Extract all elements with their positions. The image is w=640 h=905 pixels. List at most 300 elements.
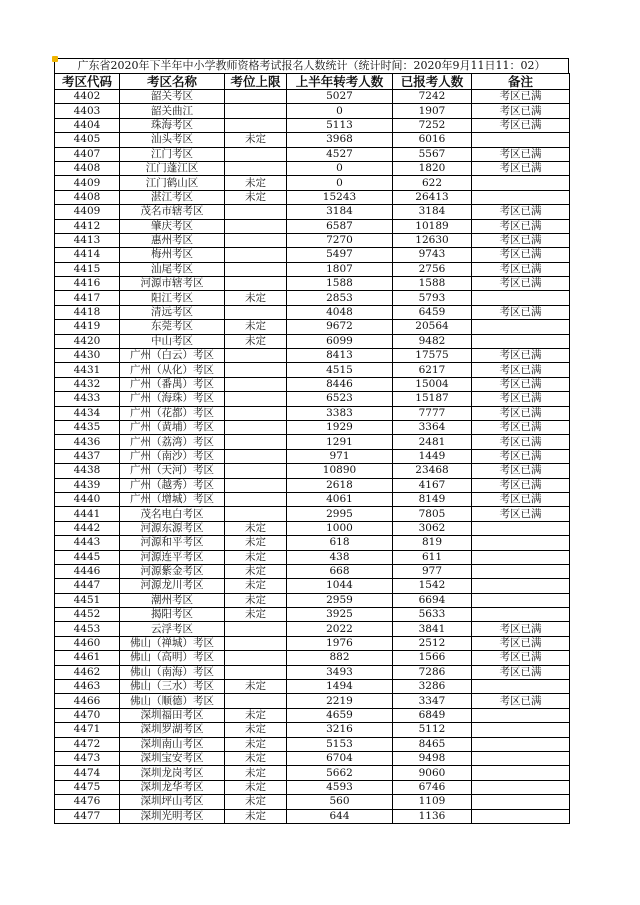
cell-registered-count: 1449 [393, 449, 472, 463]
cell-transfer-count: 5027 [287, 90, 393, 104]
cell-seat-limit: 未定 [225, 780, 287, 794]
table-row [55, 406, 570, 420]
cell-district-code: 4443 [55, 536, 120, 550]
cell-seat-limit: 未定 [225, 809, 287, 823]
cell-registered-count: 1820 [393, 161, 472, 175]
sheet-title: 广东省2020年下半年中小学教师资格考试报名人数统计（统计时间：2020年9月11日11：02） [77, 59, 546, 72]
cell-district-name: 东莞考区 [120, 320, 225, 334]
cell-district-name: 广州（越秀）考区 [120, 478, 225, 492]
sheet-title-row [54, 58, 569, 73]
cell-transfer-count: 0 [287, 161, 393, 175]
cell-district-name: 云浮考区 [120, 622, 225, 636]
cell-transfer-count: 1929 [287, 420, 393, 434]
cell-seat-limit [225, 305, 287, 319]
cell-transfer-count: 3493 [287, 665, 393, 679]
cell-district-name: 茂名市辖考区 [120, 205, 225, 219]
table-row [55, 133, 570, 147]
cell-district-name: 梅州考区 [120, 248, 225, 262]
cell-transfer-count: 6099 [287, 334, 393, 348]
table-row [55, 536, 570, 550]
cell-seat-limit: 未定 [225, 550, 287, 564]
cell-transfer-count: 4527 [287, 147, 393, 161]
table-row [55, 795, 570, 809]
cell-remarks [472, 795, 570, 809]
cell-seat-limit [225, 449, 287, 463]
cell-remarks: 考区已满 [472, 161, 570, 175]
cell-district-code: 4445 [55, 550, 120, 564]
cell-district-name: 广州（从化）考区 [120, 363, 225, 377]
cell-district-code: 4461 [55, 651, 120, 665]
table-row [55, 363, 570, 377]
cell-remarks: 考区已满 [472, 694, 570, 708]
cell-registered-count: 23468 [393, 464, 472, 478]
cell-seat-limit [225, 104, 287, 118]
cell-district-code: 4409 [55, 205, 120, 219]
cell-district-name: 茂名电白考区 [120, 507, 225, 521]
cell-seat-limit: 未定 [225, 176, 287, 190]
cell-district-name: 河源连平考区 [120, 550, 225, 564]
cell-seat-limit: 未定 [225, 579, 287, 593]
cell-seat-limit [225, 622, 287, 636]
cell-seat-limit [225, 464, 287, 478]
cell-district-code: 4435 [55, 420, 120, 434]
table-row [55, 305, 570, 319]
cell-remarks [472, 521, 570, 535]
cell-seat-limit [225, 665, 287, 679]
cell-district-name: 河源和平考区 [120, 536, 225, 550]
header-transfer-count: 上半年转考人数 [287, 74, 393, 90]
cell-registered-count: 8149 [393, 492, 472, 506]
cell-district-code: 4408 [55, 190, 120, 204]
cell-transfer-count: 971 [287, 449, 393, 463]
cell-district-name: 韶关曲江 [120, 104, 225, 118]
table-row [55, 205, 570, 219]
cell-seat-limit: 未定 [225, 737, 287, 751]
cell-registered-count: 3062 [393, 521, 472, 535]
cell-district-code: 4430 [55, 349, 120, 363]
cell-transfer-count: 1588 [287, 277, 393, 291]
cell-registered-count: 9498 [393, 751, 472, 765]
cell-seat-limit [225, 377, 287, 391]
cell-transfer-count: 2995 [287, 507, 393, 521]
cell-district-code: 4453 [55, 622, 120, 636]
cell-remarks [472, 723, 570, 737]
cell-district-code: 4405 [55, 133, 120, 147]
cell-district-name: 河源东源考区 [120, 521, 225, 535]
table-row [55, 665, 570, 679]
cell-registered-count: 3184 [393, 205, 472, 219]
cell-transfer-count: 4048 [287, 305, 393, 319]
cell-district-code: 4419 [55, 320, 120, 334]
cell-remarks [472, 564, 570, 578]
table-row [55, 233, 570, 247]
cell-district-name: 河源龙川考区 [120, 579, 225, 593]
cell-district-code: 4441 [55, 507, 120, 521]
cell-district-name: 广州（花都）考区 [120, 406, 225, 420]
cell-registered-count: 3364 [393, 420, 472, 434]
cell-district-code: 4402 [55, 90, 120, 104]
cell-district-code: 4451 [55, 593, 120, 607]
cell-transfer-count: 8413 [287, 349, 393, 363]
cell-seat-limit [225, 277, 287, 291]
cell-seat-limit [225, 492, 287, 506]
cell-district-code: 4474 [55, 766, 120, 780]
table-row [55, 492, 570, 506]
cell-transfer-count: 8446 [287, 377, 393, 391]
cell-transfer-count: 668 [287, 564, 393, 578]
header-remarks: 备注 [472, 74, 570, 90]
cell-seat-limit: 未定 [225, 536, 287, 550]
cell-district-code: 4436 [55, 435, 120, 449]
cell-registered-count: 6694 [393, 593, 472, 607]
cell-registered-count: 6217 [393, 363, 472, 377]
cell-remarks [472, 550, 570, 564]
header-registered-count: 已报考人数 [393, 74, 472, 90]
cell-transfer-count: 5113 [287, 118, 393, 132]
cell-district-name: 河源市辖考区 [120, 277, 225, 291]
cell-transfer-count: 2853 [287, 291, 393, 305]
cell-district-name: 清远考区 [120, 305, 225, 319]
cell-district-name: 潮州考区 [120, 593, 225, 607]
cell-registered-count: 1136 [393, 809, 472, 823]
table-row [55, 449, 570, 463]
cell-district-name: 深圳坪山考区 [120, 795, 225, 809]
cell-district-code: 4433 [55, 392, 120, 406]
cell-district-code: 4432 [55, 377, 120, 391]
cell-transfer-count: 4593 [287, 780, 393, 794]
table-row [55, 550, 570, 564]
cell-district-name: 江门考区 [120, 147, 225, 161]
cell-registered-count: 3347 [393, 694, 472, 708]
cell-seat-limit: 未定 [225, 521, 287, 535]
cell-transfer-count: 10890 [287, 464, 393, 478]
table-row [55, 190, 570, 204]
cell-seat-limit [225, 406, 287, 420]
cell-district-code: 4463 [55, 680, 120, 694]
cell-district-code: 4413 [55, 233, 120, 247]
cell-registered-count: 5793 [393, 291, 472, 305]
table-row [55, 377, 570, 391]
cell-registered-count: 622 [393, 176, 472, 190]
cell-remarks: 考区已满 [472, 248, 570, 262]
cell-district-name: 肇庆考区 [120, 219, 225, 233]
table-row [55, 147, 570, 161]
cell-seat-limit [225, 392, 287, 406]
table-row [55, 521, 570, 535]
cell-remarks [472, 536, 570, 550]
cell-district-name: 深圳福田考区 [120, 708, 225, 722]
cell-seat-limit [225, 507, 287, 521]
cell-district-code: 4473 [55, 751, 120, 765]
table-row [55, 564, 570, 578]
cell-registered-count: 8465 [393, 737, 472, 751]
cell-remarks: 考区已满 [472, 349, 570, 363]
table-row [55, 723, 570, 737]
cell-transfer-count: 0 [287, 176, 393, 190]
cell-transfer-count: 1291 [287, 435, 393, 449]
cell-registered-count: 17575 [393, 349, 472, 363]
cell-seat-limit: 未定 [225, 751, 287, 765]
table-row [55, 636, 570, 650]
cell-registered-count: 1566 [393, 651, 472, 665]
cell-seat-limit [225, 651, 287, 665]
cell-seat-limit: 未定 [225, 334, 287, 348]
cell-remarks: 考区已满 [472, 420, 570, 434]
cell-district-code: 4475 [55, 780, 120, 794]
cell-district-code: 4431 [55, 363, 120, 377]
cell-seat-limit: 未定 [225, 680, 287, 694]
cell-transfer-count: 6523 [287, 392, 393, 406]
cell-registered-count: 10189 [393, 219, 472, 233]
cell-district-code: 4407 [55, 147, 120, 161]
table-row [55, 262, 570, 276]
cell-transfer-count: 5153 [287, 737, 393, 751]
cell-registered-count: 611 [393, 550, 472, 564]
cell-transfer-count: 6587 [287, 219, 393, 233]
table-row [55, 435, 570, 449]
cell-district-code: 4409 [55, 176, 120, 190]
cell-remarks [472, 291, 570, 305]
cell-district-code: 4412 [55, 219, 120, 233]
table-row [55, 248, 570, 262]
cell-district-name: 广州（增城）考区 [120, 492, 225, 506]
cell-transfer-count: 644 [287, 809, 393, 823]
cell-registered-count: 15187 [393, 392, 472, 406]
header-row [55, 74, 570, 90]
cell-district-code: 4447 [55, 579, 120, 593]
cell-registered-count: 5112 [393, 723, 472, 737]
cell-remarks: 考区已满 [472, 305, 570, 319]
cell-remarks: 考区已满 [472, 406, 570, 420]
table-row [55, 478, 570, 492]
cell-district-name: 佛山（高明）考区 [120, 651, 225, 665]
cell-registered-count: 6746 [393, 780, 472, 794]
cell-transfer-count: 3968 [287, 133, 393, 147]
cell-seat-limit [225, 205, 287, 219]
cell-seat-limit [225, 118, 287, 132]
cell-registered-count: 7286 [393, 665, 472, 679]
cell-transfer-count: 7270 [287, 233, 393, 247]
cell-district-code: 4472 [55, 737, 120, 751]
table-row [55, 219, 570, 233]
cell-remarks [472, 809, 570, 823]
cell-registered-count: 1542 [393, 579, 472, 593]
cell-registered-count: 9060 [393, 766, 472, 780]
cell-registered-count: 7777 [393, 406, 472, 420]
table-row [55, 176, 570, 190]
cell-registered-count: 1109 [393, 795, 472, 809]
cell-seat-limit: 未定 [225, 766, 287, 780]
cell-seat-limit: 未定 [225, 291, 287, 305]
cell-district-code: 4420 [55, 334, 120, 348]
cell-seat-limit: 未定 [225, 133, 287, 147]
cell-transfer-count: 3184 [287, 205, 393, 219]
cell-remarks [472, 737, 570, 751]
cell-district-code: 4416 [55, 277, 120, 291]
table-row [55, 334, 570, 348]
cell-seat-limit [225, 262, 287, 276]
cell-transfer-count: 2959 [287, 593, 393, 607]
cell-remarks: 考区已满 [472, 507, 570, 521]
header-seat-limit: 考位上限 [225, 74, 287, 90]
table-row [55, 780, 570, 794]
cell-remarks: 考区已满 [472, 492, 570, 506]
cell-registered-count: 7252 [393, 118, 472, 132]
cell-district-code: 4477 [55, 809, 120, 823]
cell-district-name: 珠海考区 [120, 118, 225, 132]
cell-transfer-count: 3383 [287, 406, 393, 420]
cell-seat-limit: 未定 [225, 723, 287, 737]
table-row [55, 608, 570, 622]
cell-transfer-count: 882 [287, 651, 393, 665]
cell-registered-count: 1588 [393, 277, 472, 291]
cell-seat-limit [225, 435, 287, 449]
cell-remarks: 考区已满 [472, 90, 570, 104]
cell-district-name: 广州（南沙）考区 [120, 449, 225, 463]
cell-seat-limit: 未定 [225, 320, 287, 334]
cell-district-code: 4414 [55, 248, 120, 262]
cell-district-code: 4418 [55, 305, 120, 319]
cell-district-name: 广州（番禺）考区 [120, 377, 225, 391]
cell-remarks: 考区已满 [472, 118, 570, 132]
cell-remarks [472, 579, 570, 593]
cell-transfer-count: 3925 [287, 608, 393, 622]
cell-district-name: 广州（天河）考区 [120, 464, 225, 478]
table-row [55, 593, 570, 607]
cell-seat-limit: 未定 [225, 593, 287, 607]
cell-district-name: 揭阳考区 [120, 608, 225, 622]
cell-transfer-count: 5497 [287, 248, 393, 262]
cell-seat-limit [225, 420, 287, 434]
cell-registered-count: 9743 [393, 248, 472, 262]
cell-seat-limit [225, 694, 287, 708]
cell-district-code: 4438 [55, 464, 120, 478]
cell-district-name: 广州（海珠）考区 [120, 392, 225, 406]
cell-registered-count: 5633 [393, 608, 472, 622]
cell-district-code: 4439 [55, 478, 120, 492]
cell-registered-count: 3841 [393, 622, 472, 636]
cell-transfer-count: 1807 [287, 262, 393, 276]
cell-transfer-count: 1976 [287, 636, 393, 650]
cell-seat-limit [225, 363, 287, 377]
cell-seat-limit [225, 636, 287, 650]
cell-remarks: 考区已满 [472, 622, 570, 636]
cell-remarks: 考区已满 [472, 665, 570, 679]
cell-registered-count: 2481 [393, 435, 472, 449]
cell-district-code: 4466 [55, 694, 120, 708]
table-row [55, 708, 570, 722]
cell-district-name: 佛山（顺德）考区 [120, 694, 225, 708]
table-row [55, 277, 570, 291]
cell-remarks: 考区已满 [472, 435, 570, 449]
cell-district-code: 4415 [55, 262, 120, 276]
cell-remarks [472, 133, 570, 147]
cell-seat-limit: 未定 [225, 564, 287, 578]
table-row [55, 579, 570, 593]
cell-remarks: 考区已满 [472, 233, 570, 247]
cell-district-name: 深圳罗湖考区 [120, 723, 225, 737]
table-row [55, 680, 570, 694]
cell-district-name: 汕尾考区 [120, 262, 225, 276]
cell-registered-count: 6849 [393, 708, 472, 722]
table-body [55, 90, 570, 824]
cell-registered-count: 15004 [393, 377, 472, 391]
cell-remarks: 考区已满 [472, 464, 570, 478]
cell-registered-count: 2512 [393, 636, 472, 650]
cell-district-name: 广州（黄埔）考区 [120, 420, 225, 434]
cell-remarks: 考区已满 [472, 363, 570, 377]
header-district-name: 考区名称 [120, 74, 225, 90]
cell-transfer-count: 9672 [287, 320, 393, 334]
cell-registered-count: 7242 [393, 90, 472, 104]
cell-district-name: 深圳龙华考区 [120, 780, 225, 794]
table-row [55, 420, 570, 434]
cell-transfer-count: 2618 [287, 478, 393, 492]
cell-seat-limit [225, 349, 287, 363]
cell-remarks: 考区已满 [472, 277, 570, 291]
cell-transfer-count: 438 [287, 550, 393, 564]
cell-remarks [472, 766, 570, 780]
cell-district-code: 4404 [55, 118, 120, 132]
cell-seat-limit [225, 161, 287, 175]
table-row [55, 751, 570, 765]
cell-transfer-count: 3216 [287, 723, 393, 737]
cell-transfer-count: 15243 [287, 190, 393, 204]
cell-registered-count: 7805 [393, 507, 472, 521]
cell-transfer-count: 1494 [287, 680, 393, 694]
cell-district-code: 4471 [55, 723, 120, 737]
cell-remarks: 考区已满 [472, 205, 570, 219]
cell-district-code: 4408 [55, 161, 120, 175]
cell-remarks: 考区已满 [472, 377, 570, 391]
table-row [55, 507, 570, 521]
cell-district-code: 4470 [55, 708, 120, 722]
cell-district-name: 深圳宝安考区 [120, 751, 225, 765]
cell-district-name: 惠州考区 [120, 233, 225, 247]
table-row [55, 291, 570, 305]
cell-district-name: 韶关考区 [120, 90, 225, 104]
cell-remarks: 考区已满 [472, 104, 570, 118]
cell-transfer-count: 2219 [287, 694, 393, 708]
spreadsheet [54, 58, 569, 824]
cell-remarks [472, 320, 570, 334]
cell-district-name: 佛山（南海）考区 [120, 665, 225, 679]
registration-table [54, 73, 570, 824]
cell-district-code: 4440 [55, 492, 120, 506]
table-row [55, 809, 570, 823]
table-row [55, 622, 570, 636]
cell-district-code: 4476 [55, 795, 120, 809]
cell-remarks: 考区已满 [472, 219, 570, 233]
cell-remarks [472, 780, 570, 794]
cell-seat-limit: 未定 [225, 795, 287, 809]
cell-district-code: 4446 [55, 564, 120, 578]
comment-marker-icon [52, 56, 58, 62]
table-row [55, 737, 570, 751]
table-row [55, 118, 570, 132]
table-row [55, 392, 570, 406]
cell-registered-count: 20564 [393, 320, 472, 334]
cell-transfer-count: 618 [287, 536, 393, 550]
cell-seat-limit: 未定 [225, 190, 287, 204]
cell-district-code: 4417 [55, 291, 120, 305]
cell-registered-count: 26413 [393, 190, 472, 204]
cell-district-name: 深圳南山考区 [120, 737, 225, 751]
cell-remarks [472, 608, 570, 622]
cell-registered-count: 977 [393, 564, 472, 578]
cell-remarks [472, 190, 570, 204]
cell-district-code: 4437 [55, 449, 120, 463]
